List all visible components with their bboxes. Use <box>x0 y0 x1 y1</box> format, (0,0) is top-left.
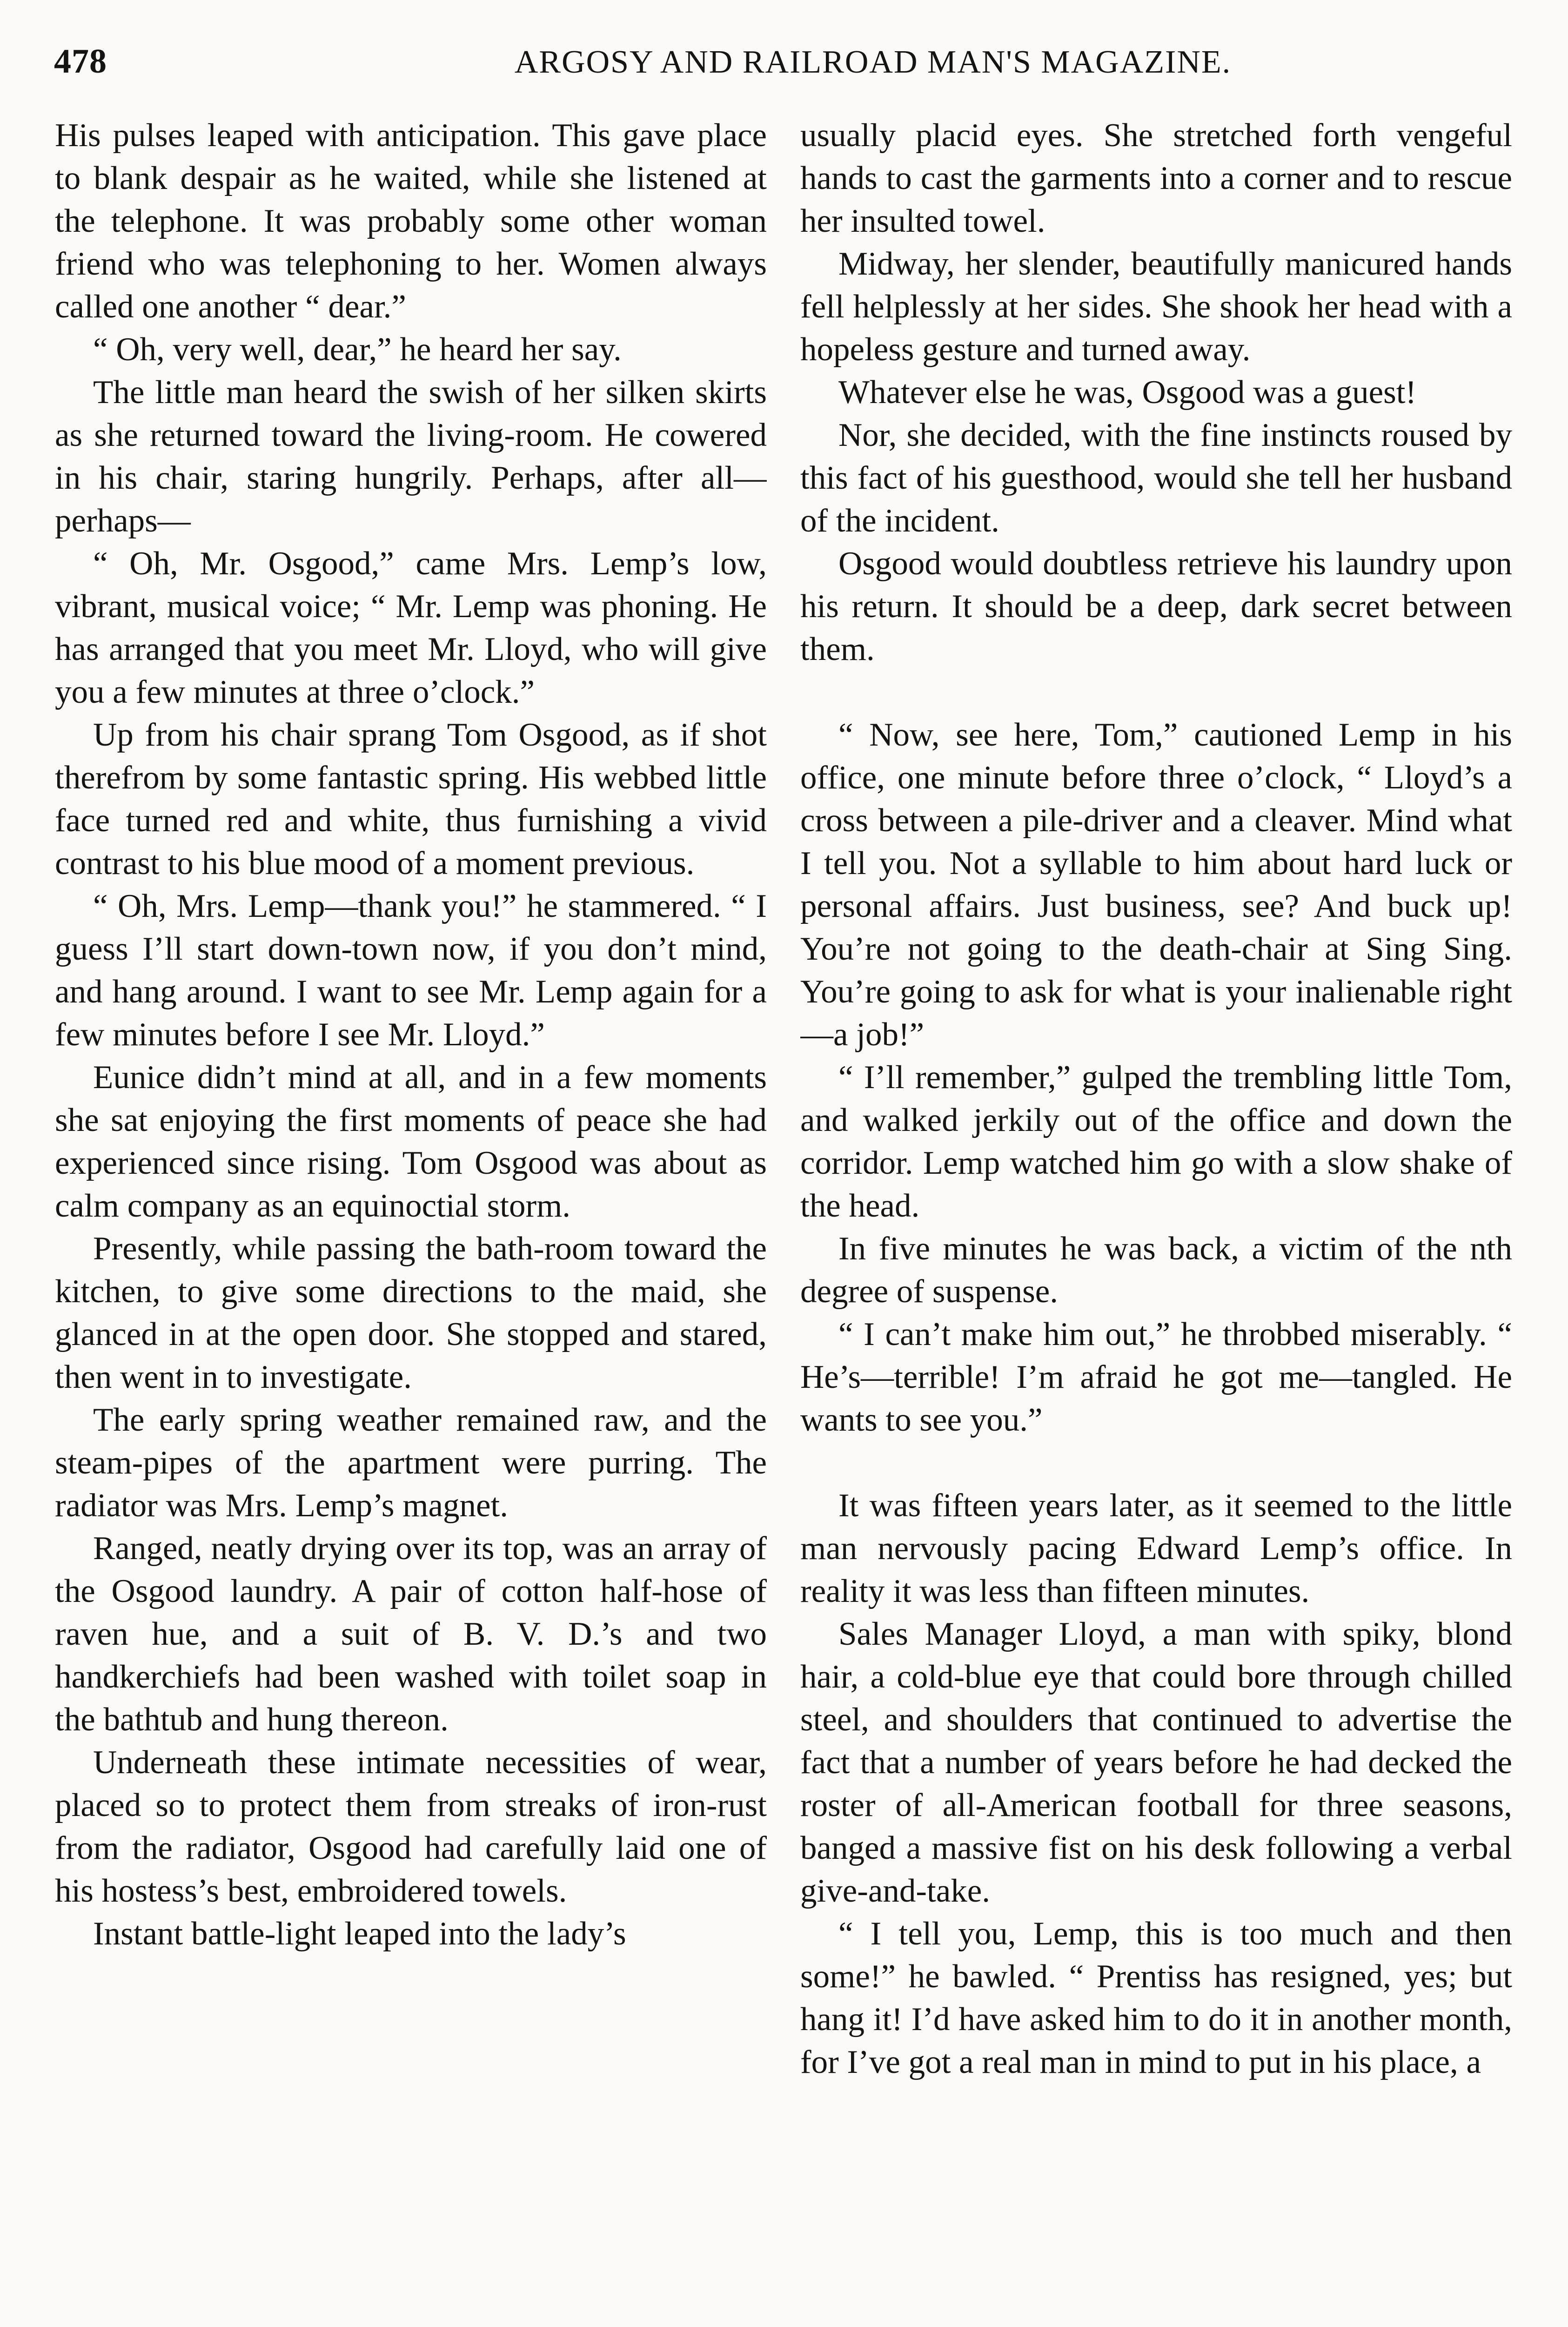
page-number: 478 <box>54 42 107 81</box>
left-column <box>55 114 767 2327</box>
paragraph: The little man heard the swish of her silken skirts as she returned toward the living-room. He cowered in his chair, staring hungrily. Perhaps, after all—perhaps— <box>55 374 767 539</box>
paragraph: Up from his chair sprang Tom Osgood, as if shot therefrom by some fantastic spring. His webbed little face turned red and white, thus furnishing a vivid contrast to his blue mood of a moment previous. <box>55 717 767 881</box>
running-header <box>54 37 1515 93</box>
paragraph: Osgood would doubtless retrieve his laundry upon his return. It should be a deep, dark secret between them. <box>800 545 1512 667</box>
paragraph: In five minutes he was back, a victim of the nth degree of suspense. <box>800 1231 1512 1310</box>
paragraph: His pulses leaped with anticipation. This gave place to blank despair as he waited, while she listened at the telephone. It was probably some other woman friend who was telephoning to her. Women always called one another “ dear.” <box>55 117 767 325</box>
paragraph: Midway, her slender, beautifully manicured hands fell helplessly at her sides. She shook her head with a hopeless gesture and turned away. <box>800 246 1512 368</box>
paragraph: “ Oh, very well, dear,” he heard her say. <box>93 331 622 368</box>
right-column <box>800 114 1512 2327</box>
magazine-title: ARGOSY AND RAILROAD MAN'S MAGAZINE. <box>514 44 1232 80</box>
paragraph: “ Oh, Mrs. Lemp—thank you!” he stammered. “ I guess I’ll start down-town now, if you don’t mind, and hang around. I want to see Mr. Lemp again for a few minutes before I see Mr. Lloyd.” <box>55 888 767 1053</box>
paragraph: It was fifteen years later, as it seemed to the little man nervously pacing Edward Lemp’s office. In reality it was less than fifteen minutes. <box>800 1487 1512 1609</box>
paragraph: Ranged, neatly drying over its top, was an array of the Osgood laundry. A pair of cotton half-hose of raven hue, and a suit of B. V. D.’s and two handkerchiefs had been washed with toilet soap in the bathtub and hung thereon. <box>55 1530 767 1738</box>
paragraph: “ Oh, Mr. Osgood,” came Mrs. Lemp’s low, vibrant, musical voice; “ Mr. Lemp was phoning. He has arranged that you meet Mr. Lloyd, who will give you a few minutes at three o’clock.” <box>55 545 767 710</box>
paragraph: “ Now, see here, Tom,” cautioned Lemp in his office, one minute before three o’clock, “ Lloyd’s a cross between a pile-driver and a cleaver. Mind what I tell you. Not a syllable to him about hard luck or personal affairs. Just business, see? And buck up! You’re not going to the death-chair at Sing Sing. You’re going to ask for what is your inalienable right—a job!” <box>800 717 1512 1053</box>
paragraph: Eunice didn’t mind at all, and in a few moments she sat enjoying the first moments of peace she had experienced since rising. Tom Osgood was about as calm company as an equinoctial storm. <box>55 1059 767 1224</box>
paragraph: Instant battle-light leaped into the lady’s <box>93 1916 626 1952</box>
paragraph: Whatever else he was, Osgood was a guest! <box>838 374 1417 410</box>
paragraph: Underneath these intimate necessities of wear, placed so to protect them from streaks of iron-rust from the radiator, Osgood had carefully laid one of his hostess’s best, embroidered towels. <box>55 1744 767 1909</box>
paragraph: Presently, while passing the bath-room toward the kitchen, to give some directions to the maid, she glanced in at the open door. She stopped and stared, then went in to investigate. <box>55 1231 767 1395</box>
paragraph: usually placid eyes. She stretched forth vengeful hands to cast the garments into a corner and to rescue her insulted towel. <box>800 117 1512 239</box>
paragraph: Sales Manager Lloyd, a man with spiky, blond hair, a cold-blue eye that could bore through chilled steel, and shoulders that continued to advertise the fact that a number of years before he had decked the roster of all-American football for three seasons, banged a massive fist on his desk following a verbal give-and-take. <box>800 1616 1512 1909</box>
paragraph: The early spring weather remained raw, and the steam-pipes of the apartment were purring. The radiator was Mrs. Lemp’s magnet. <box>55 1402 767 1524</box>
paragraph: “ I can’t make him out,” he throbbed miserably. “ He’s—terrible! I’m afraid he got me—tangled. He wants to see you.” <box>800 1316 1512 1438</box>
paragraph: Nor, she decided, with the fine instincts roused by this fact of his guesthood, would she tell her husband of the incident. <box>800 417 1512 539</box>
paragraph: “ I’ll remember,” gulped the trembling little Tom, and walked jerkily out of the office and down the corridor. Lemp watched him go with a slow shake of the head. <box>800 1059 1512 1224</box>
paragraph: “ I tell you, Lemp, this is too much and then some!” he bawled. “ Prentiss has resigned, yes; but hang it! I’d have asked him to do it in another month, for I’ve got a real man in mind to put in his place, a <box>800 1916 1512 2080</box>
